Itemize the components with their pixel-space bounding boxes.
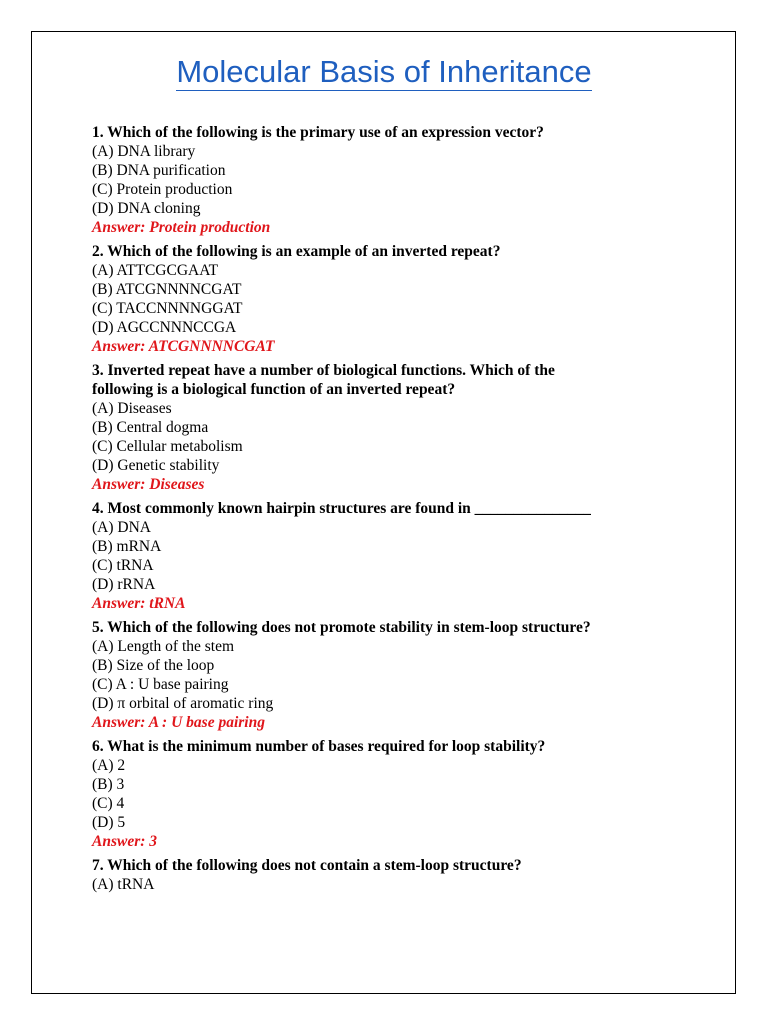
question-4 [92,499,692,613]
question-text: 7. Which of the following does not contain a stem-loop structure? [92,857,522,874]
option-c: (C) A : U base pairing [92,676,229,693]
question-text: 1. Which of the following is the primary use of an expression vector? [92,124,544,141]
option-b: (B) DNA purification [92,162,226,179]
option-b: (B) 3 [92,776,125,793]
answer: Answer: Protein production [92,219,271,236]
question-text: 5. Which of the following does not promote stability in stem-loop structure? [92,619,591,636]
question-7 [92,856,692,894]
question-1 [92,123,692,237]
question-2 [92,242,692,356]
option-d: (D) AGCCNNNCCGA [92,319,237,336]
option-a: (A) ATTCGCGAAT [92,262,219,279]
option-b: (B) ATCGNNNNCGAT [92,281,242,298]
question-text: 6. What is the minimum number of bases required for loop stability? [92,738,546,755]
option-d: (D) π orbital of aromatic ring [92,695,274,712]
document-title-text: Molecular Basis of Inheritance [176,54,592,89]
option-d: (D) 5 [92,814,126,831]
option-c: (C) tRNA [92,557,154,574]
answer: Answer: 3 [92,833,158,850]
question-5 [92,618,692,732]
option-c: (C) Cellular metabolism [92,438,243,455]
option-a: (A) Length of the stem [92,638,235,655]
option-a: (A) DNA library [92,143,196,160]
option-a: (A) tRNA [92,876,155,893]
question-text: 3. Inverted repeat have a number of biological functions. Which of the [92,362,555,379]
answer: Answer: tRNA [92,595,186,612]
option-b: (B) Size of the loop [92,657,215,674]
option-a: (A) Diseases [92,400,172,417]
option-b: (B) mRNA [92,538,162,555]
option-d: (D) DNA cloning [92,200,201,217]
question-text: 2. Which of the following is an example of an inverted repeat? [92,243,501,260]
question-list [92,123,692,899]
option-d: (D) rRNA [92,576,156,593]
question-6 [92,737,692,851]
document-title [0,54,768,90]
answer: Answer: Diseases [92,476,205,493]
option-d: (D) Genetic stability [92,457,220,474]
option-a: (A) DNA [92,519,151,536]
answer: Answer: A : U base pairing [92,714,265,731]
answer: Answer: ATCGNNNNCGAT [92,338,275,355]
option-c: (C) 4 [92,795,125,812]
option-c: (C) Protein production [92,181,233,198]
option-b: (B) Central dogma [92,419,209,436]
option-a: (A) 2 [92,757,126,774]
question-text: 4. Most commonly known hairpin structures are found in _______________ [92,500,591,517]
question-text-continued: following is a biological function of an inverted repeat? [92,381,456,398]
option-c: (C) TACCNNNNGGAT [92,300,243,317]
question-3 [92,361,692,494]
